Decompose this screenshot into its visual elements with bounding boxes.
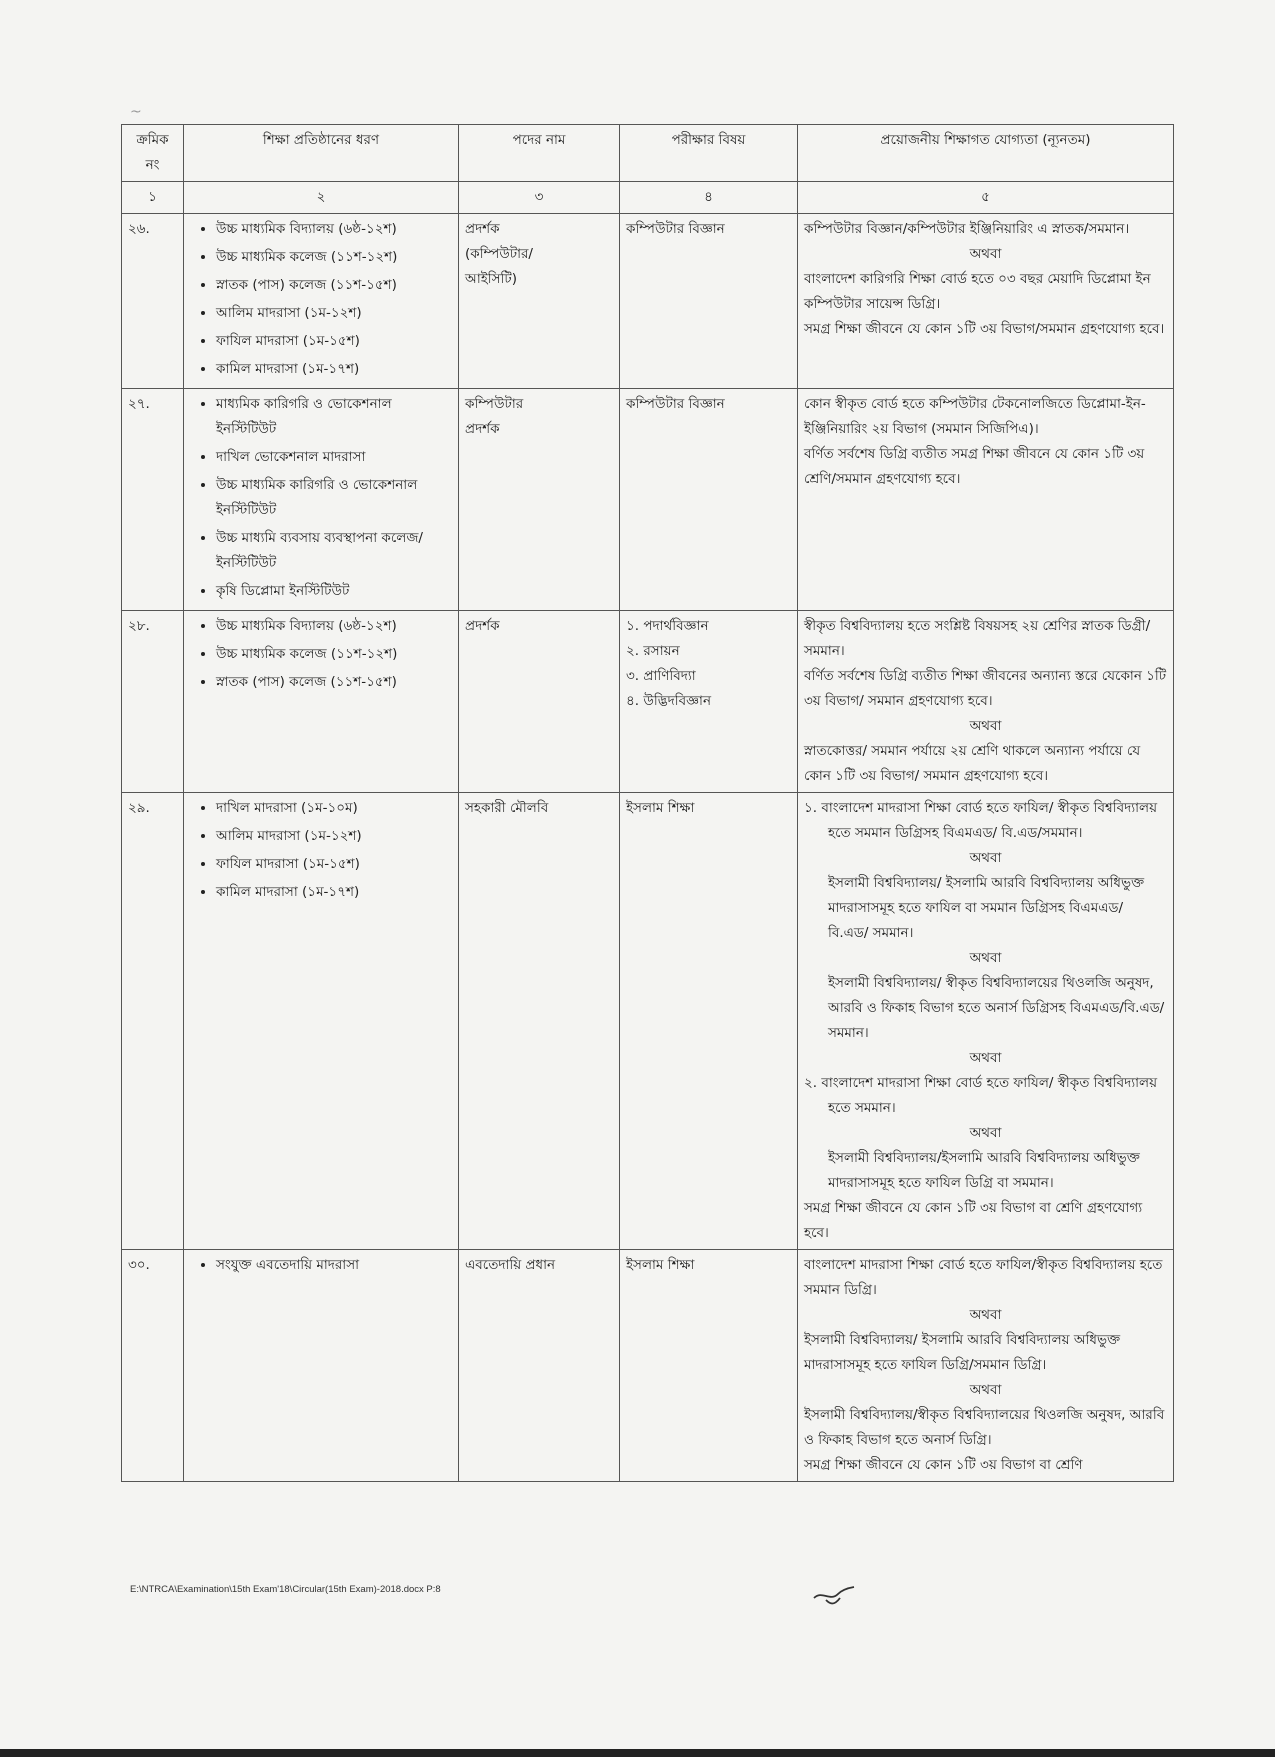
institution-item: • কামিল মাদরাসা (১ম-১৭শ) [216,880,452,905]
exam-subjects [620,611,798,793]
exam-subject: ইসলাম শিক্ষা [626,1257,695,1273]
institution-types [184,214,459,389]
qualification-text: ইসলামী বিশ্ববিদ্যালয়/ইসলামি আরবি বিশ্ববিদ্যালয় অধিভুক্ত মাদরাসাসমূহ হতে ফাযিল ডিগ্রি বা সমমান। [828,1150,1140,1191]
qualification-text: সমগ্র শিক্ষা জীবনে যে কোন ১টি ৩য় বিভাগ বা শ্রেণি গ্রহণযোগ্য হবে। [804,1200,1143,1241]
qualification-text: ইসলামী বিশ্ববিদ্যালয়/ ইসলামি আরবি বিশ্ববিদ্যালয় অধিভুক্ত মাদরাসাসমূহ হতে ফাযিল ডিগ্রি/সমমান ডিগ্রি। [804,1332,1121,1373]
qualification-text: স্নাতকোত্তর/ সমমান পর্যায়ে ২য় শ্রেণি থাকলে অন্যান্য পর্যায়ে যে কোন ১টি ৩য় বিভাগ/ সমমান গ্রহণযোগ্য হবে। [804,743,1141,784]
exam-subject: ৪. উদ্ভিদবিজ্ঞান [626,693,712,709]
table-row [122,389,1174,611]
institution-item: • উচ্চ মাধ্যমিক কারিগরি ও ভোকেশনাল ইনস্টিটিউট [216,473,452,523]
institution-item: • ফাযিল মাদরাসা (১ম-১৫শ) [216,852,452,877]
serial-number: ২৬. [122,214,184,389]
serial-number: ২৮. [122,611,184,793]
serial-number: ৩০. [122,1250,184,1482]
column-number: ৫ [798,182,1174,214]
qualification-text: কম্পিউটার বিজ্ঞান/কম্পিউটার ইঞ্জিনিয়ারিং এ স্নাতক/সমমান। [804,221,1130,237]
qualification [798,1250,1174,1482]
table-row [122,214,1174,389]
exam-subjects [620,214,798,389]
institution-item: • সংযুক্ত এবতেদায়ি মাদরাসা [216,1253,452,1278]
qualification-text: ইসলামী বিশ্ববিদ্যালয়/ ইসলামি আরবি বিশ্ববিদ্যালয় অধিভুক্ত মাদরাসাসমূহ হতে ফাযিল বা সমমান ডিগ্রিসহ বিএমএড/ বি.এড/ সমমান। [828,875,1145,941]
post-name [459,1250,620,1482]
column-number-row [122,182,1174,214]
column-number: ৪ [620,182,798,214]
qualification-text: স্বীকৃত বিশ্ববিদ্যালয় হতে সংশ্লিষ্ট বিষয়সহ ২য় শ্রেণির স্নাতক ডিগ্রী/ সমমান। [804,618,1151,659]
post-name-line: প্রদর্শক [465,618,500,634]
institution-item: • উচ্চ মাধ্যমিক বিদ্যালয় (৬ষ্ঠ-১২শ) [216,217,452,242]
institution-item: • উচ্চ মাধ্যমি ব্যবসায় ব্যবস্থাপনা কলেজ/ ইনস্টিটিউট [216,526,452,576]
or-separator: অথবা [969,950,1002,966]
institution-types [184,389,459,611]
institution-item: • স্নাতক (পাস) কলেজ (১১শ-১৫শ) [216,273,452,298]
post-name [459,389,620,611]
qualification-text: বর্ণিত সর্বশেষ ডিগ্রি ব্যতীত শিক্ষা জীবনের অন্যান্য স্তরে যেকোন ১টি ৩য় বিভাগ/ সমমান গ্রহণযোগ্য হবে। [804,668,1167,709]
institution-item: • স্নাতক (পাস) কলেজ (১১শ-১৫শ) [216,670,452,695]
table-row [122,1250,1174,1482]
institution-item: • দাখিল মাদরাসা (১ম-১০ম) [216,796,452,821]
qualification-text: বাংলাদেশ কারিগরি শিক্ষা বোর্ড হতে ০৩ বছর মেয়াদি ডিপ্লোমা ইন কম্পিউটার সায়েন্স ডিগ্রি। [804,271,1151,312]
exam-subject: কম্পিউটার বিজ্ঞান [626,221,725,237]
qualification [798,214,1174,389]
header-institution-type: শিক্ষা প্রতিষ্ঠানের ধরণ [184,125,459,182]
or-separator: অথবা [969,718,1002,734]
institution-item: • আলিম মাদরাসা (১ম-১২শ) [216,301,452,326]
exam-subjects [620,793,798,1250]
institution-item: • ফাযিল মাদরাসা (১ম-১৫শ) [216,329,452,354]
institution-item: • উচ্চ মাধ্যমিক বিদ্যালয় (৬ষ্ঠ-১২শ) [216,614,452,639]
post-name-line: সহকারী মৌলবি [465,800,549,816]
or-separator: অথবা [969,246,1002,262]
qualification-text: বাংলাদেশ মাদরাসা শিক্ষা বোর্ড হতে ফাযিল/স্বীকৃত বিশ্ববিদ্যালয় হতে সমমান ডিগ্রি। [804,1257,1163,1298]
qualification-text: সমগ্র শিক্ষা জীবনে যে কোন ১টি ৩য় বিভাগ বা শ্রেণি [804,1457,1083,1473]
or-separator: অথবা [969,1307,1002,1323]
qualification-text: ২. বাংলাদেশ মাদরাসা শিক্ষা বোর্ড হতে ফাযিল/ স্বীকৃত বিশ্ববিদ্যালয় হতে সমমান। [804,1075,1158,1116]
or-separator: অথবা [969,1125,1002,1141]
header-post-name: পদের নাম [459,125,620,182]
scan-edge [0,1749,1275,1757]
column-number: ২ [184,182,459,214]
header-row [122,125,1174,182]
circular-table [121,124,1174,1482]
exam-subject: কম্পিউটার বিজ্ঞান [626,396,725,412]
exam-subject: ইসলাম শিক্ষা [626,800,695,816]
post-name [459,214,620,389]
file-path-footer: E:\NTRCA\Examination\15th Exam'18\Circular(15th Exam)-2018.docx P:8 [130,1584,441,1595]
exam-subject: ৩. প্রাণিবিদ্যা [626,668,696,684]
column-number: ৩ [459,182,620,214]
institution-types [184,1250,459,1482]
table-body [122,214,1174,1482]
post-name-line: কম্পিউটার [465,396,524,412]
or-separator: অথবা [969,1382,1002,1398]
qualification-text: ইসলামী বিশ্ববিদ্যালয়/ স্বীকৃত বিশ্ববিদ্যালয়ের থিওলজি অনুষদ, আরবি ও ফিকাহ বিভাগ হতে অনার্স ডিগ্রিসহ বিএমএড/বি.এড/ সমমান। [828,975,1165,1041]
serial-number: ২৭. [122,389,184,611]
post-name-line: (কম্পিউটার/ [465,246,533,262]
or-separator: অথবা [969,850,1002,866]
post-name-line: প্রদর্শক [465,221,500,237]
qualification [798,611,1174,793]
header-exam-subject: পরীক্ষার বিষয় [620,125,798,182]
exam-subjects [620,1250,798,1482]
qualification-text: ১. বাংলাদেশ মাদরাসা শিক্ষা বোর্ড হতে ফাযিল/ স্বীকৃত বিশ্ববিদ্যালয় হতে সমমান ডিগ্রিসহ বিএমএড/ বি.এড/সমমান। [804,800,1158,841]
table-row [122,611,1174,793]
post-name [459,793,620,1250]
exam-subject: ২. রসায়ন [626,643,680,659]
institution-item: • দাখিল ভোকেশনাল মাদরাসা [216,445,452,470]
or-separator: অথবা [969,1050,1002,1066]
qualification [798,389,1174,611]
qualification-text: কোন স্বীকৃত বোর্ড হতে কম্পিউটার টেকনোলজিতে ডিপ্লোমা-ইন-ইঞ্জিনিয়ারিং ২য় বিভাগ (সমমান সিজিপিএ)। [804,396,1146,437]
institution-item: • উচ্চ মাধ্যমিক কলেজ (১১শ-১২শ) [216,642,452,667]
institution-types [184,611,459,793]
institution-types [184,793,459,1250]
post-name-line: প্রদর্শক [465,421,500,437]
exam-subjects [620,389,798,611]
header-qualification: প্রয়োজনীয় শিক্ষাগত যোগ্যতা (ন্যূনতম) [798,125,1174,182]
exam-subject: ১. পদার্থবিজ্ঞান [626,618,709,634]
header-serial: ক্রমিক নং [122,125,184,182]
institution-item: • আলিম মাদরাসা (১ম-১২শ) [216,824,452,849]
column-number: ১ [122,182,184,214]
post-name [459,611,620,793]
institution-item: • উচ্চ মাধ্যমিক কলেজ (১১শ-১২শ) [216,245,452,270]
initials-signature [812,1584,856,1608]
institution-item: • মাধ্যমিক কারিগরি ও ভোকেশনাল ইনস্টিটিউট [216,392,452,442]
scan-mark: ~ [130,104,142,120]
serial-number: ২৯. [122,793,184,1250]
institution-item: • কামিল মাদরাসা (১ম-১৭শ) [216,357,452,382]
post-name-line: এবতেদায়ি প্রধান [465,1257,556,1273]
institution-item: • কৃষি ডিপ্লোমা ইনস্টিটিউট [216,579,452,604]
qualification [798,793,1174,1250]
qualification-text: সমগ্র শিক্ষা জীবনে যে কোন ১টি ৩য় বিভাগ/সমমান গ্রহণযোগ্য হবে। [804,321,1165,337]
post-name-line: আইসিটি) [465,271,518,287]
qualification-text: বর্ণিত সর্বশেষ ডিগ্রি ব্যতীত সমগ্র শিক্ষা জীবনে যে কোন ১টি ৩য় শ্রেণি/সমমান গ্রহণযোগ্য হবে। [804,446,1145,487]
qualification-text: ইসলামী বিশ্ববিদ্যালয়/স্বীকৃত বিশ্ববিদ্যালয়ের থিওলজি অনুষদ, আরবি ও ফিকাহ বিভাগ হতে অনার্স ডিগ্রি। [804,1407,1165,1448]
table-row [122,793,1174,1250]
